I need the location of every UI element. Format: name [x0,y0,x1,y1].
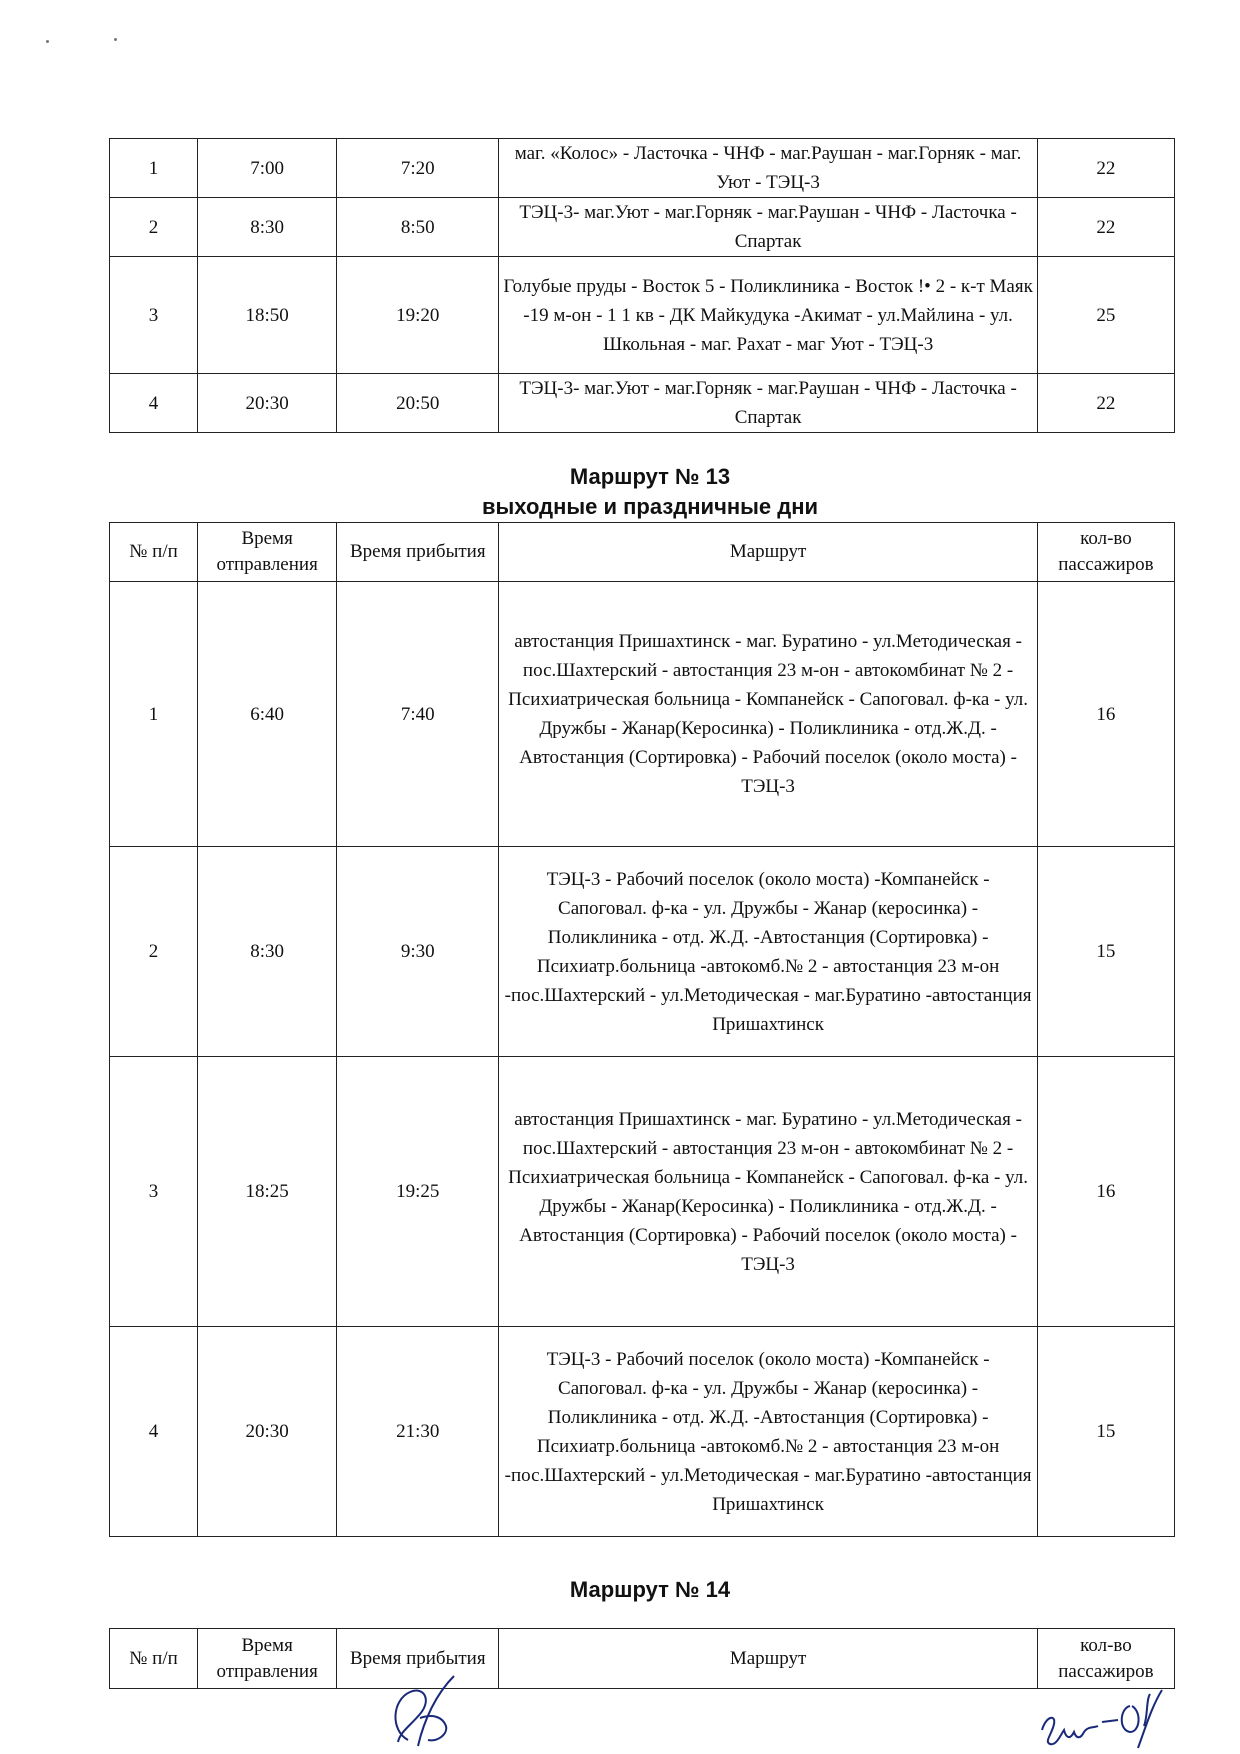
route-description: ТЭЦ-3- маг.Уют - маг.Горняк - маг.Раушан - ЧНФ - Ласточка - Спартак [499,374,1038,433]
route-description: маг. «Колос» - Ласточка - ЧНФ - маг.Раушан - маг.Горняк - маг. Уют - ТЭЦ-3 [499,139,1038,198]
schedule-table-continued [109,138,1175,433]
table-row [110,1327,1175,1537]
passenger-count: 25 [1037,257,1174,374]
table-header-row [110,523,1175,582]
departure-time: 18:25 [198,1057,337,1327]
signature-right [1038,1686,1168,1750]
table-row [110,198,1175,257]
departure-time: 7:00 [198,139,337,198]
route-description: Голубые пруды - Восток 5 - Поликлиника - Восток !• 2 - к-т Маяк -19 м-он - 1 1 кв - ДК Майкудука -Акимат - ул.Майлина - ул. Школьная - маг. Рахат - маг Уют - ТЭЦ-3 [499,257,1038,374]
route-13-title: Маршрут № 13 [569,464,731,489]
passenger-count: 22 [1037,198,1174,257]
header-departure: Время отправления [198,523,337,582]
departure-time: 8:30 [198,198,337,257]
table-row [110,139,1175,198]
departure-time: 6:40 [198,582,337,847]
table-row [110,847,1175,1057]
header-number: № п/п [110,523,198,582]
arrival-time: 21:30 [337,1327,499,1537]
header-arrival: Время прибытия [337,1629,499,1689]
route-description: автостанция Пришахтинск - маг. Буратино - ул.Методическая - пос.Шахтерский - автостанция 23 м-он - автокомбинат № 2 - Психиатрическая больница - Компанейск - Сапоговал. ф-ка - ул. Дружбы - Жанар(Керосинка) - Поликлиника - отд.Ж.Д. - Автостанция (Сортировка) - Рабочий поселок (около моста) - ТЭЦ-3 [499,582,1038,847]
route-14-title: Маршрут № 14 [569,1577,731,1602]
arrival-time: 9:30 [337,847,499,1057]
speck [114,38,117,41]
header-route: Маршрут [499,523,1038,582]
row-number: 2 [110,847,198,1057]
header-route: Маршрут [499,1629,1038,1689]
arrival-time: 7:20 [337,139,499,198]
arrival-time: 19:25 [337,1057,499,1327]
row-number: 2 [110,198,198,257]
signature-left [380,1670,470,1750]
row-number: 1 [110,139,198,198]
passenger-count: 15 [1037,1327,1174,1537]
arrival-time: 20:50 [337,374,499,433]
route-description: ТЭЦ-3 - Рабочий поселок (около моста) -Компанейск - Сапоговал. ф-ка - ул. Дружбы - Жанар (керосинка) - Поликлиника - отд. Ж.Д. -Автостанция (Сортировка) - Психиатр.больница -автокомб.№ 2 - автостанция 23 м-он -пос.Шахтерский - ул.Методическая - маг.Буратино -автостанция Пришахтинск [499,847,1038,1057]
header-passengers: кол-во пассажиров [1037,1629,1174,1689]
route-description: ТЭЦ-3 - Рабочий поселок (около моста) -Компанейск - Сапоговал. ф-ка - ул. Дружбы - Жанар (керосинка) - Поликлиника - отд. Ж.Д. -Автостанция (Сортировка) - Психиатр.больница -автокомб.№ 2 - автостанция 23 м-он -пос.Шахтерский - ул.Методическая - маг.Буратино -автостанция Пришахтинск [499,1327,1038,1537]
row-number: 1 [110,582,198,847]
passenger-count: 15 [1037,847,1174,1057]
route-description: ТЭЦ-3- маг.Уют - маг.Горняк - маг.Раушан - ЧНФ - Ласточка - Спартак [499,198,1038,257]
table-row [110,1057,1175,1327]
passenger-count: 22 [1037,139,1174,198]
route-14-table [109,1628,1175,1689]
route-description: автостанция Пришахтинск - маг. Буратино - ул.Методическая - пос.Шахтерский - автостанция 23 м-он - автокомбинат № 2 - Психиатрическая больница - Компанейск - Сапоговал. ф-ка - ул. Дружбы - Жанар(Керосинка) - Поликлиника - отд.Ж.Д. - Автостанция (Сортировка) - Рабочий поселок (около моста) - ТЭЦ-3 [499,1057,1038,1327]
arrival-time: 8:50 [337,198,499,257]
passenger-count: 16 [1037,1057,1174,1327]
row-number: 3 [110,1057,198,1327]
departure-time: 8:30 [198,847,337,1057]
row-number: 3 [110,257,198,374]
passenger-count: 22 [1037,374,1174,433]
header-arrival: Время прибытия [337,523,499,582]
departure-time: 18:50 [198,257,337,374]
passenger-count: 16 [1037,582,1174,847]
header-passengers: кол-во пассажиров [1037,523,1174,582]
table-header-row [110,1629,1175,1689]
table-row [110,374,1175,433]
table-row [110,257,1175,374]
speck [46,40,49,43]
departure-time: 20:30 [198,1327,337,1537]
row-number: 4 [110,374,198,433]
arrival-time: 19:20 [337,257,499,374]
route-13-table [109,522,1175,1537]
route-13-subtitle: выходные и праздничные дни [481,494,819,519]
departure-time: 20:30 [198,374,337,433]
table-row [110,582,1175,847]
row-number: 4 [110,1327,198,1537]
header-departure: Время отправления [198,1629,337,1689]
header-number: № п/п [110,1629,198,1689]
arrival-time: 7:40 [337,582,499,847]
